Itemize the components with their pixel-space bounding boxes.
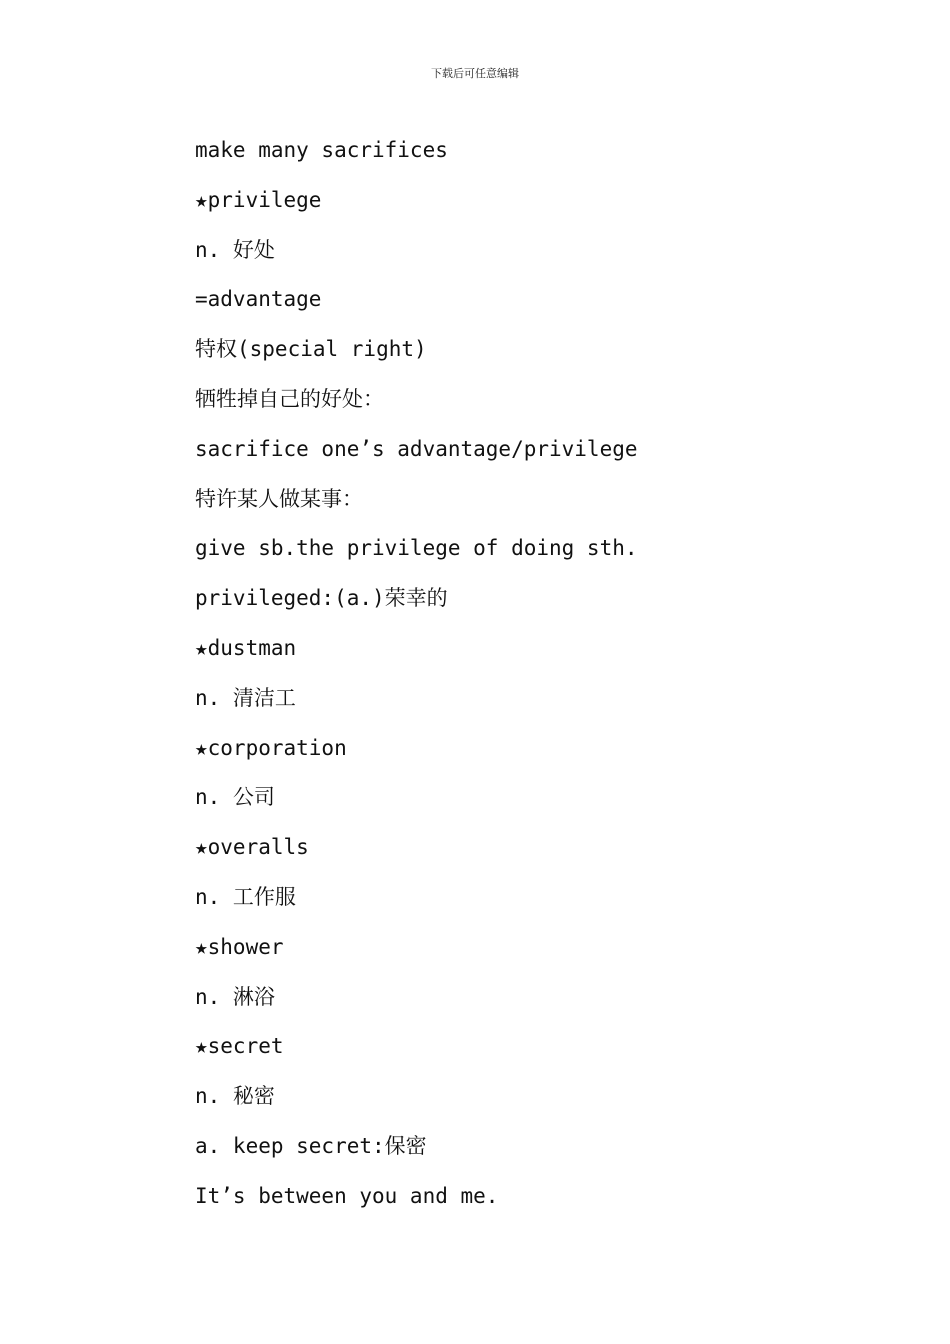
usage-line: a. keep secret:保密 [195, 1133, 427, 1158]
page-header: 下载后可任意编辑 [431, 67, 519, 80]
definition-line: 特权(special right) [195, 337, 427, 362]
note-line: 牺牲掉自己的好处： [195, 386, 384, 411]
definition-line: n. 秘密 [195, 1084, 275, 1109]
vocab-headword-shower: ★shower [195, 934, 284, 959]
definition-line: n. 淋浴 [195, 984, 275, 1009]
synonym-line: =advantage [195, 287, 322, 312]
definition-line: n. 好处 [195, 237, 275, 262]
example-line: give sb.the privilege of doing sth. [195, 536, 638, 561]
vocab-headword-overalls: ★overalls [195, 835, 309, 860]
phrase-make-many-sacrifices: make many sacrifices [195, 138, 448, 162]
definition-line: n. 清洁工 [195, 685, 296, 710]
vocab-headword-secret: ★secret [195, 1034, 284, 1059]
vocab-headword-corporation: ★corporation [195, 735, 347, 760]
document-body [195, 135, 915, 1231]
note-line: 特许某人做某事： [195, 486, 363, 511]
definition-line: n. 公司 [195, 785, 275, 810]
example-line: It’s between you and me. [195, 1183, 499, 1208]
derivative-line: privileged:(a.)荣幸的 [195, 586, 448, 611]
definition-line: n. 工作服 [195, 884, 296, 909]
example-line: sacrifice one’s advantage/privilege [195, 436, 638, 461]
vocab-headword-dustman: ★dustman [195, 635, 297, 660]
vocab-headword-privilege: ★privilege [195, 187, 322, 212]
